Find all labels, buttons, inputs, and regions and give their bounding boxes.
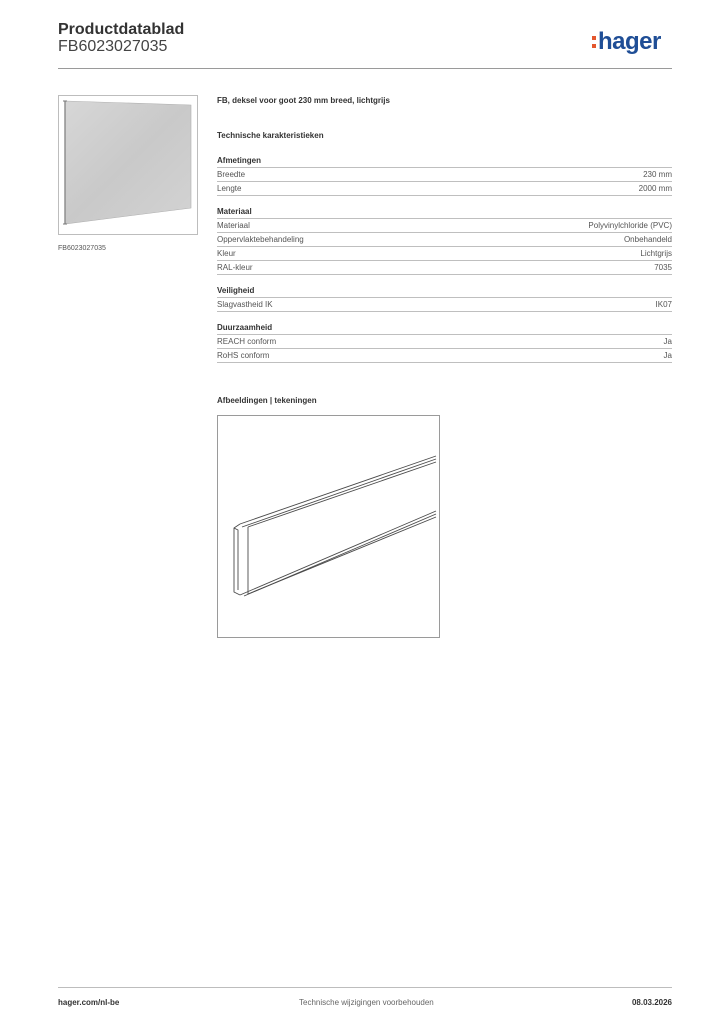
technical-drawing [217, 415, 440, 638]
spec-row [217, 261, 672, 275]
specs-heading: Technische karakteristieken [217, 131, 324, 140]
header-divider [58, 68, 672, 69]
spec-section-veiligheid [217, 285, 672, 312]
logo-dots-icon [592, 34, 596, 50]
spec-label: Slagvastheid IK [217, 300, 273, 309]
spec-label: Breedte [217, 170, 246, 179]
logo-wordmark: hager [598, 28, 661, 55]
spec-label: RAL-kleur [217, 263, 253, 272]
footer-date: 08.03.2026 [631, 998, 672, 1007]
photo-caption: FB6023027035 [58, 245, 106, 252]
section-title: Duurzaamheid [217, 322, 672, 335]
section-title: Veiligheid [217, 285, 672, 298]
spec-section-duurzaamheid [217, 322, 672, 363]
hager-logo [592, 27, 661, 57]
section-title: Materiaal [217, 206, 672, 219]
spec-row [217, 247, 672, 261]
spec-value: 230 mm [643, 170, 672, 179]
spec-row [217, 168, 672, 182]
product-code: FB6023027035 [58, 38, 168, 55]
spec-row [217, 298, 672, 312]
spec-label: Materiaal [217, 221, 250, 230]
spec-value: Polyvinylchloride (PVC) [588, 221, 672, 230]
spec-value: IK07 [655, 300, 672, 309]
drawings-heading: Afbeeldingen | tekeningen [217, 396, 317, 405]
spec-value: Ja [663, 337, 672, 346]
page-title: Productdatablad [58, 21, 185, 38]
spec-value: 2000 mm [638, 184, 672, 193]
spec-value: Onbehandeld [623, 235, 672, 244]
section-title: Afmetingen [217, 155, 672, 168]
spec-label: Kleur [217, 249, 236, 258]
spec-row [217, 335, 672, 349]
spec-label: RoHS conform [217, 351, 270, 360]
spec-row [217, 182, 672, 196]
footer-website: hager.com/nl-be [58, 998, 120, 1007]
spec-row [217, 219, 672, 233]
footer-disclaimer: Technische wijzigingen voorbehouden [299, 998, 434, 1007]
spec-row [217, 233, 672, 247]
footer-divider [58, 987, 672, 988]
spec-section-materiaal [217, 206, 672, 275]
spec-sections [217, 155, 672, 373]
spec-row [217, 349, 672, 363]
spec-value: Lichtgrijs [640, 249, 672, 258]
spec-value: 7035 [654, 263, 672, 272]
product-photo [58, 95, 198, 235]
spec-value: Ja [663, 351, 672, 360]
spec-label: Oppervlaktebehandeling [217, 235, 304, 244]
spec-section-afmetingen [217, 155, 672, 196]
product-description: FB, deksel voor goot 230 mm breed, lichtgrijs [217, 96, 390, 105]
spec-label: REACH conform [217, 337, 277, 346]
cover-panel-image [59, 96, 197, 234]
spec-label: Lengte [217, 184, 242, 193]
cover-profile-drawing [218, 416, 439, 637]
